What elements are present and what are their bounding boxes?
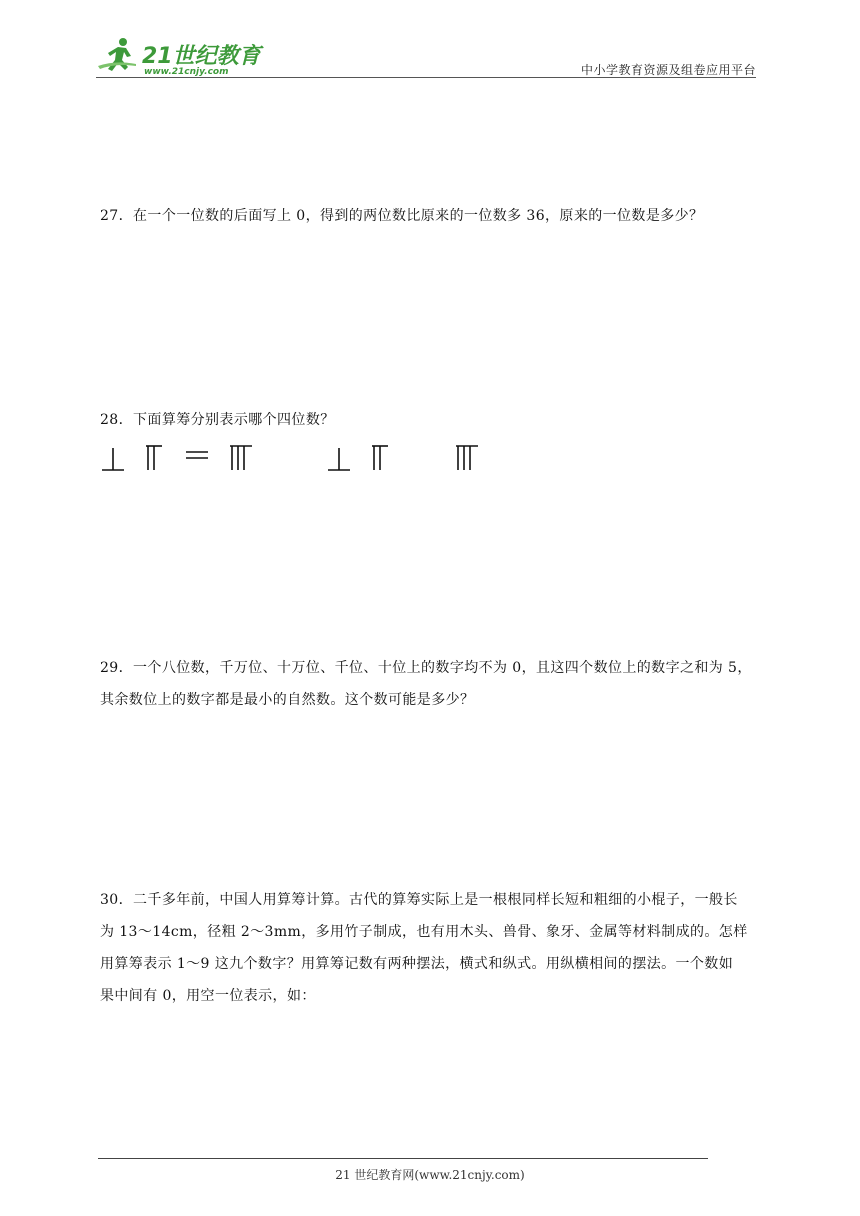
logo-url-text: www.21cnjy.com [144, 67, 229, 77]
question-text: 一个八位数，千万位、十万位、千位、十位上的数字均不为 0，且这四个数位上的数字之和为 5， [133, 660, 752, 676]
header-divider [96, 77, 756, 78]
runner-icon [98, 38, 136, 71]
question-text-line: 其余数位上的数字都是最小的自然数。这个数可能是多少？ [100, 692, 475, 708]
question-29 [100, 652, 772, 716]
question-27 [100, 200, 772, 232]
question-number: 27． [100, 208, 134, 224]
question-number: 28． [100, 412, 134, 428]
question-28 [100, 404, 772, 436]
site-logo [96, 36, 266, 78]
question-text-line: 用算筹表示 1～9 这九个数字？用算筹记数有两种摆法，横式和纵式。用纵横相间的摆法。一个数如 [100, 956, 734, 972]
question-number: 30． [100, 892, 134, 908]
question-text: 下面算筹分别表示哪个四位数？ [133, 412, 335, 428]
logo-text: 21世纪教育 [142, 44, 261, 69]
question-text-line [100, 884, 772, 916]
question-text-line [100, 652, 772, 684]
footer-divider [98, 1158, 708, 1159]
counting-rods-svg [96, 438, 496, 478]
question-text-line [100, 200, 772, 232]
question-number: 29． [100, 660, 134, 676]
question-text-line: 为 13～14cm，径粗 2～3mm，多用竹子制成，也有用木头、兽骨、象牙、金属等材料制成的。怎样 [100, 924, 748, 940]
question-text-line [100, 404, 772, 436]
header-platform-text: 中小学教育资源及组卷应用平台 [580, 63, 756, 77]
question-text: 二千多年前，中国人用算筹计算。古代的算筹实际上是一根根同样长短和粗细的小棍子，一般长 [133, 892, 738, 908]
counting-rods-figure [96, 438, 496, 478]
question-text: 在一个一位数的后面写上 0，得到的两位数比原来的一位数多 36，原来的一位数是多少？ [133, 208, 704, 224]
footer-link[interactable]: 21 世纪教育网(www.21cnjy.com) [335, 1168, 525, 1182]
question-text-line: 果中间有 0，用空一位表示，如： [100, 988, 316, 1004]
question-30 [100, 884, 772, 1012]
